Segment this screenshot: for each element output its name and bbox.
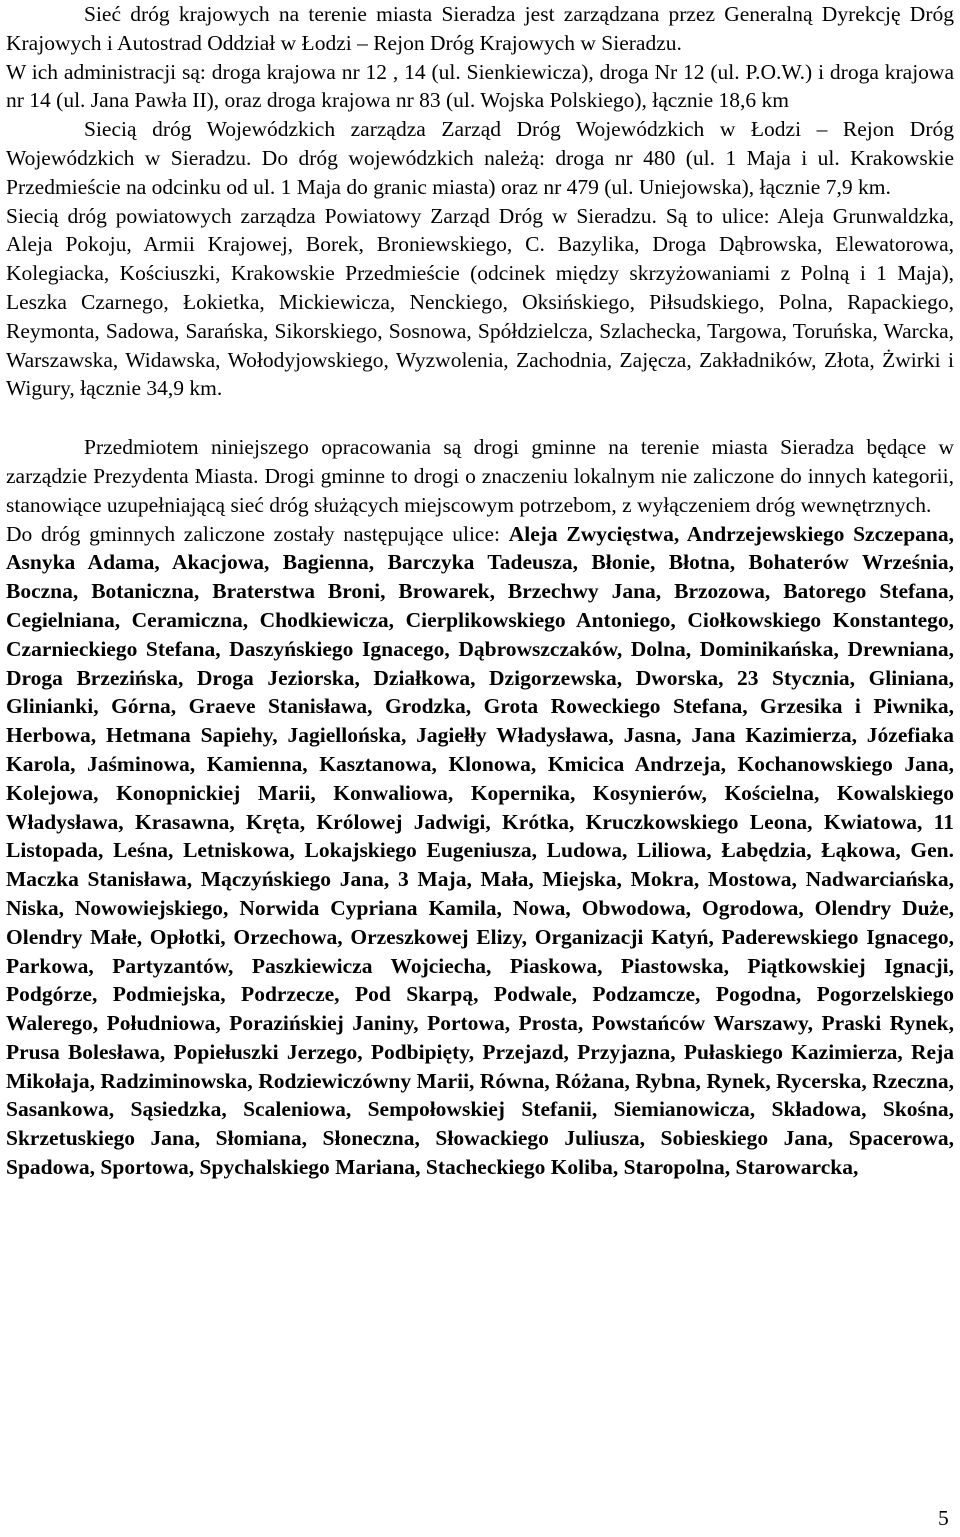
paragraph-gap [6,403,954,433]
paragraph-municipal-streets [6,520,954,1182]
paragraph-municipal-roads-intro: Przedmiotem niniejszego opracowania są drogi gminne na terenie miasta Sieradza będące w zarządzie Prezydenta Miasta. Drogi gminne to drogi o znaczeniu lokalnym nie zaliczone do innych kategorii, stanowiące uzupełniającą sieć dróg służących miejscowym potrzebom, z wyłączeniem dróg wewnętrznych. [6,435,954,517]
paragraph-national-roads: Sieć dróg krajowych na terenie miasta Sieradza jest zarządzana przez Generalną Dyrekcję Dróg Krajowych i Autostrad Oddział w Łodzi – Rejon Dróg Krajowych w Sieradzu. [6,2,954,55]
paragraph-voivodeship-roads: Siecią dróg Wojewódzkich zarządza Zarząd Dróg Wojewódzkich w Łodzi – Rejon Dróg Wojewódzkich w Sieradzu. Do dróg wojewódzkich należą: droga nr 480 (ul. 1 Maja i ul. Krakowskie Przedmieście na odcinku od ul. 1 Maja do granic miasta) oraz nr 479 (ul. Uniejowska), łącznie 7,9 km. [6,117,954,199]
municipal-streets-list: Aleja Zwycięstwa, Andrzejewskiego Szczepana, Asnyka Adama, Akacjowa, Bagienna, Barczyka Tadeusza, Błonie, Błotna, Bohaterów Września, Boczna, Botaniczna, Braterstwa Broni, Browarek, Brzechwy Jana, Brzozowa, Batorego Stefana, Cegielniana, Ceramiczna, Chodkiewicza, Cierplikowskiego Antoniego, Ciołkowskiego Konstantego, Czarnieckiego Stefana, Daszyńskiego Ignacego, Dąbrowszczaków, Dolna, Dominikańska, Drewniana, Droga Brzezińska, Droga Jeziorska, Działkowa, Dzigorzewska, Dworska, 23 Stycznia, Gliniana, Glinianki, Górna, Graeve Stanisława, Grodzka, Grota Roweckiego Stefana, Grzesika i Piwnika, Herbowa, Hetmana Sapiehy, Jagiellońska, Jagiełły Władysława, Jasna, Jana Kazimierza, Józefiaka Karola, Jaśminowa, Kamienna, Kasztanowa, Klonowa, Kmicica Andrzeja, Kochanowskiego Jana, Kolejowa, Konopnickiej Marii, Konwaliowa, Kopernika, Kosynierów, Kościelna, Kowalskiego Władysława, Krasawna, Kręta, Królowej Jadwigi, Krótka, Kruczkowskiego Leona, Kwiatowa, 11 Listopada, Leśna, Letniskowa, Lokajskiego Eugeniusza, Ludowa, Liliowa, Łabędzia, Łąkowa, Gen. Maczka Stanisława, Mączyńskiego Jana, 3 Maja, Mała, Miejska, Mokra, Mostowa, Nadwarciańska, Niska, Nowowiejskiego, Norwida Cypriana Kamila, Nowa, Obwodowa, Ogrodowa, Olendry Duże, Olendry Małe, Opłotki, Orzechowa, Orzeszkowej Elizy, Organizacji Katyń, Paderewskiego Ignacego, Parkowa, Partyzantów, Paszkiewicza Wojciecha, Piaskowa, Piastowska, Piątkowskiej Ignacji, Podgórze, Podmiejska, Podrzecze, Pod Skarpą, Podwale, Podzamcze, Pogodna, Pogorzelskiego Walerego, Południowa, Porazińskiej Janiny, Portowa, Prosta, Powstańców Warszawy, Praski Rynek, Prusa Bolesława, Popiełuszki Jerzego, Podbipięty, Przejazd, Przyjazna, Pułaskiego Kazimierza, Reja Mikołaja, Radziminowska, Rodziewiczówny Marii, Równa, Różana, Rybna, Rynek, Rycerska, Rzeczna, Sasankowa, Sąsiedzka, Scaleniowa, Sempołowskiej Stefanii, Siemianowicza, Składowa, Skośna, Skrzetuskiego Jana, Słomiana, Słoneczna, Słowackiego Juliusza, Sobieskiego Jana, Spacerowa, Spadowa, Sportowa, Spychalskiego Mariana, Stacheckiego Koliba, Staropolna, Starowarcka, [6,521,954,1180]
municipal-streets-intro: Do dróg gminnych zaliczone zostały następujące ulice: [6,521,500,546]
document-body [6,0,954,1182]
page-number: 5 [938,1506,949,1530]
paragraph-national-roads-list: W ich administracji są: droga krajowa nr 12 , 14 (ul. Sienkiewicza), droga Nr 12 (ul. P.O.W.) i droga krajowa nr 14 (ul. Jana Pawła II), oraz droga krajowa nr 83 (ul. Wojska Polskiego), łącznie 18,6 km [6,59,954,113]
paragraph-county-roads: Siecią dróg powiatowych zarządza Powiatowy Zarząd Dróg w Sieradzu. Są to ulice: Aleja Grunwaldzka, Aleja Pokoju, Armii Krajowej, Borek, Broniewskiego, C. Bazylika, Droga Dąbrowska, Elewatorowa, Kolegiacka, Kościuszki, Krakowskie Przedmieście (odcinek między skrzyżowaniami z Polną i 1 Maja), Leszka Czarnego, Łokietka, Mickiewicza, Nenckiego, Oksińskiego, Piłsudskiego, Polna, Rapackiego, Reymonta, Sadowa, Sarańska, Sikorskiego, Sosnowa, Spółdzielcza, Szlachecka, Targowa, Toruńska, Warcka, Warszawska, Widawska, Wołodyjowskiego, Wyzwolenia, Zachodnia, Zajęcza, Zakładników, Złota, Żwirki i Wigury, łącznie 34,9 km. [6,203,954,401]
